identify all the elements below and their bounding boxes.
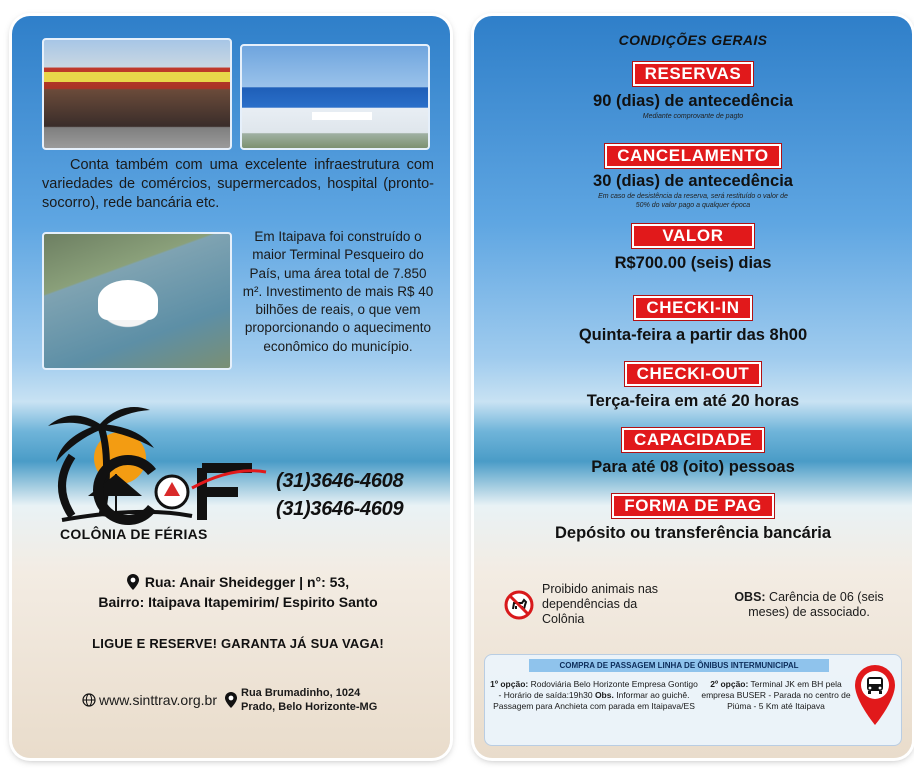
photo-fishing-terminal	[42, 232, 232, 370]
no-pets-icon	[504, 590, 534, 620]
address-line-1: Rua: Anair Sheidegger | n°: 53,	[144, 574, 350, 590]
section-capacidade	[474, 428, 912, 477]
office-line-1: Rua Brumadinho, 1024	[241, 687, 361, 699]
footer-contacts	[82, 686, 402, 714]
section-forma-pag	[474, 494, 912, 543]
office-address	[225, 686, 377, 714]
terminal-text: Em Itaipava foi construído o maior Terminal Pesqueiro do País, uma área total de 7.850 m². Investimento de mais R$ 40 bilhões de reais, o que vem proporcionando o aquecimento econômico do município.	[242, 229, 434, 354]
capacidade-main: Para até 08 (oito) pessoas	[591, 458, 795, 476]
section-checkout	[474, 362, 912, 411]
no-pets-notice	[504, 582, 672, 627]
banner-reservas: RESERVAS	[633, 62, 754, 86]
banner-cancelamento: CANCELAMENTO	[605, 144, 780, 168]
bus-option-1	[489, 679, 699, 712]
section-valor	[474, 224, 912, 273]
palm-tree-logo-icon	[42, 396, 272, 546]
obs-label: OBS:	[734, 589, 766, 604]
obs-text: Carência de 06 (seis meses) de associado.	[748, 589, 884, 619]
logo-label: COLÔNIA DE FÉRIAS	[60, 526, 208, 542]
checkin-main: Quinta-feira a partir das 8h00	[578, 326, 808, 344]
banner-valor: VALOR	[632, 224, 753, 248]
bus-pin-icon	[853, 663, 897, 727]
bus-option-1-obs-label: Obs.	[594, 690, 614, 700]
office-line-2: Prado, Belo Horizonte-MG	[241, 701, 378, 713]
cancelamento-main: 30 (dias) de antecedência	[593, 172, 793, 190]
section-cancelamento	[474, 144, 912, 210]
bus-option-2	[701, 679, 851, 712]
reservas-main: 90 (dias) de antecedência	[593, 92, 793, 110]
checkout-main: Terça-feira em até 20 horas	[586, 392, 800, 410]
bus-option-1-text: Rodoviária Belo Horizonte Empresa Gontigo - Horário de saída:19h30	[498, 679, 698, 700]
photo-shops	[42, 38, 232, 150]
call-to-action: LIGUE E RESERVE! GARANTA JÁ SUA VAGA!	[92, 636, 384, 651]
globe-icon	[82, 693, 96, 707]
section-checkin	[474, 296, 912, 345]
left-panel	[12, 16, 450, 758]
bus-option-1-obs-text: Informar ao guichê. Passagem para Anchieta com parada em Itaipava/ES	[493, 690, 695, 711]
website-text: www.sinttrav.org.br	[99, 692, 217, 708]
banner-checkout: CHECKI-OUT	[625, 362, 762, 386]
bus-option-1-label: 1º opção:	[490, 679, 529, 689]
bus-option-2-label: 2º opção:	[710, 679, 749, 689]
valor-main: R$700.00 (seis) dias	[614, 254, 772, 272]
bus-option-2-text: Terminal JK em BH pela empresa BUSER - Parada no centro de Piúma - 5 Km até Itaipava	[701, 679, 851, 711]
phone-number-1[interactable]: (31)3646-4608	[276, 470, 404, 492]
banner-capacidade: CAPACIDADE	[622, 428, 764, 452]
general-conditions-heading: CONDIÇÕES GERAIS	[618, 32, 768, 48]
photo-hospital	[240, 44, 430, 150]
location-pin-icon	[225, 692, 237, 708]
address-line-2: Bairro: Itaipava Itapemirim/ Espirito Santo	[98, 594, 378, 610]
banner-checkin: CHECKI-IN	[634, 296, 751, 320]
location-pin-icon	[127, 574, 139, 590]
infrastructure-text: Conta também com uma excelente infraestrutura com variedades de comércios, supermercados, hospital (pronto-socorro), rede bancária etc.	[42, 157, 434, 211]
forma-pag-main: Depósito ou transferência bancária	[555, 524, 831, 542]
phone-number-2[interactable]: (31)3646-4609	[276, 498, 404, 520]
no-pets-text: Proibido animais nas dependências da Colônia	[542, 582, 659, 626]
banner-forma-pag: FORMA DE PAG	[612, 494, 774, 518]
bus-info-title: COMPRA DE PASSAGEM LINHA DE ÔNIBUS INTERMUNICIPAL	[529, 659, 829, 672]
website-link[interactable]	[82, 692, 217, 708]
rules-row	[504, 582, 894, 627]
cancelamento-note: Em caso de desistência da reserva, será restituído o valor de 50% do valor pago a qualquer época	[598, 193, 788, 209]
obs-notice	[724, 590, 894, 620]
bus-info-box	[484, 654, 902, 746]
reservas-note: Mediante comprovante de pagto	[642, 113, 744, 120]
address	[42, 572, 434, 612]
section-reservas	[474, 62, 912, 121]
right-panel	[474, 16, 912, 758]
